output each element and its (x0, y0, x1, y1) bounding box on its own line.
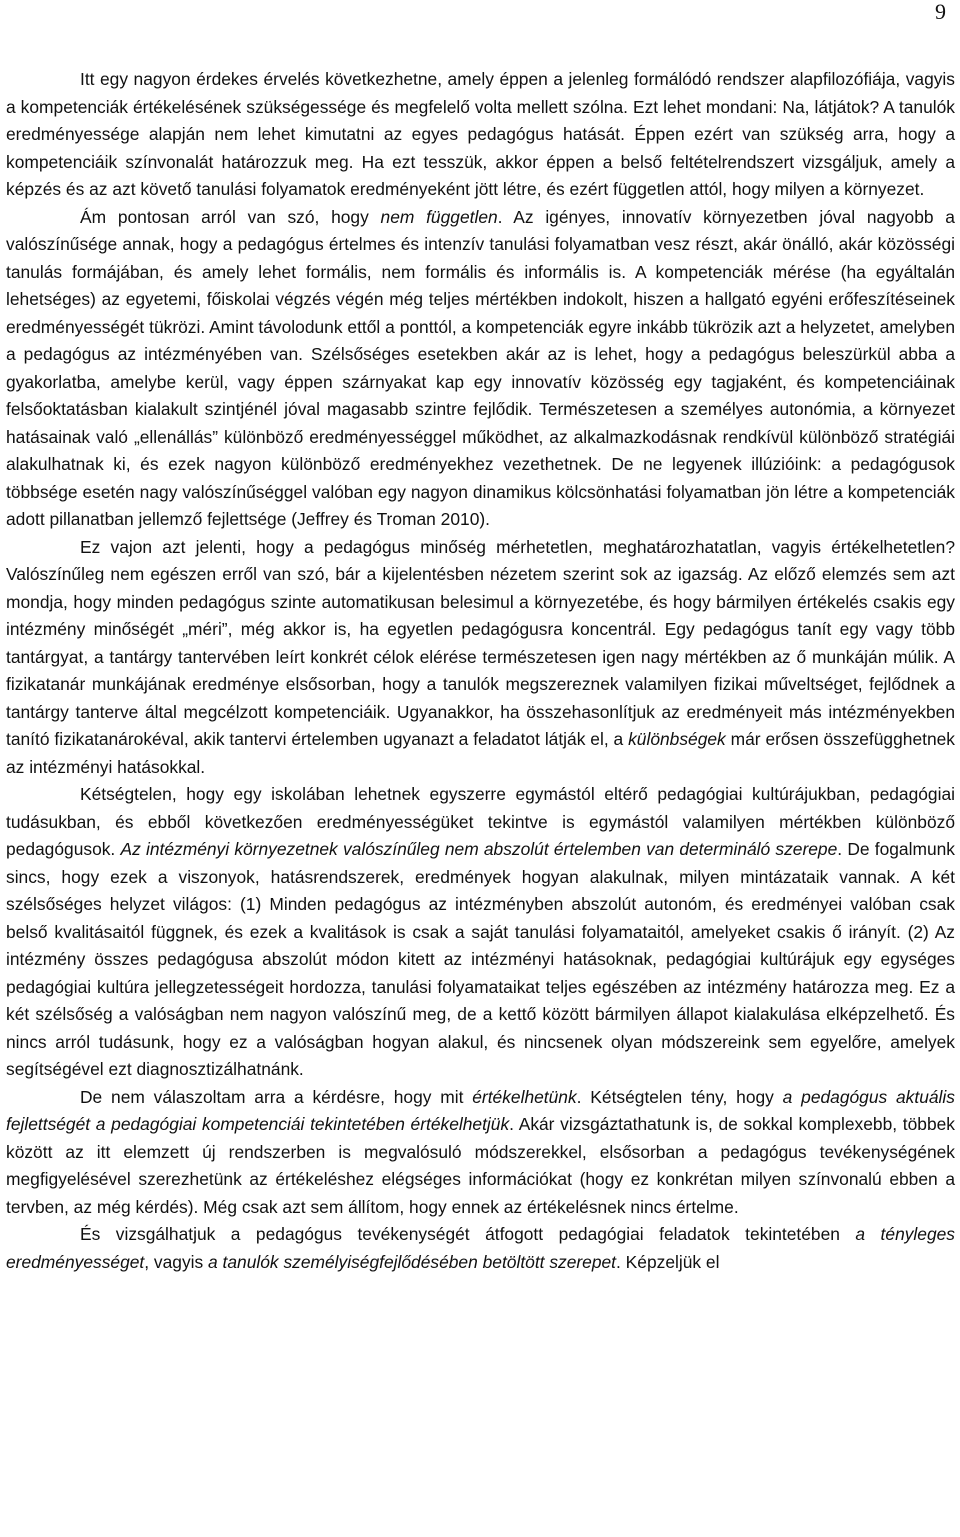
emphasis-text: különbségek (628, 729, 726, 749)
body-text (6, 66, 955, 1276)
paragraph (6, 204, 955, 534)
text-run: már erősen összefügghetnek az intézményi hatásokkal. (6, 729, 955, 777)
emphasis-text: a pedagógus aktuális fejlettségét a pedagógiai kompetenciái tekintetében értékelhetjük (6, 1086, 955, 1134)
text-run: . Képzeljük el (616, 1251, 720, 1272)
text-run: De nem válaszoltam arra a kérdésre, hogy mit (80, 1086, 473, 1107)
text-run: Ám pontosan arról van szó, hogy (80, 206, 381, 227)
text-run: . Akár vizsgáztathatunk is, de sokkal komplexebb, többek között az itt elemzett új rendszerben is megvalósuló módszerekkel, elsősorban a pedagógus tevékenységének megfigyelésével szerezhetünk az értékeléshez elégséges információkat (hogy ez konkrétan milyen színvonalú ebben a tervben, az még kérdés). Még csak azt sem állítom, hogy ennek az értékelésnek nincs értelme. (6, 1114, 955, 1217)
paragraph (6, 1221, 955, 1276)
emphasis-text: a tanulók személyiségfejlődésében betöltött szerepet (208, 1251, 617, 1272)
text-run: Ez vajon azt jelenti, hogy a pedagógus minőség mérhetetlen, meghatározhatatlan, vagyis értékelhetetlen? Valószínűleg nem egészen erről van szó, bár a kijelentésben nézetem szerint sok az igazság. Az előző elemzés sem azt mondja, hogy minden pedagógus szinte automatikusan belesimul a környezetébe, és hogy bármilyen értékelés csakis egy intézmény minőségét „méri”, még akkor is, ha egyetlen pedagógusra koncentrál. Egy pedagógus tanít egy vagy több tantárgyat, a tantárgy tantervében leírt konkrét célok elérése természetesen igen nagy mértékben az ő munkáján múlik. A fizikatanár munkájának eredménye elsősorban, hogy a tanulók megszereznek valamilyen fizikai műveltséget, fejlődnek a tantárgy tanterve által megcélzott kompetenciáik. Ugyanakkor, ha összehasonlítjuk az eredményeit más intézményekben tanító fizikatanárokéval, akik tantervi értelemben ugyanazt a feladatot látják el, a (6, 536, 955, 749)
text-run: És vizsgálhatjuk a pedagógus tevékenységét átfogott pedagógiai feladatok tekintetében (80, 1224, 856, 1244)
emphasis-text: a tényleges eredményességet (6, 1224, 956, 1272)
text-run: . De fogalmunk sincs, hogy ezek a viszonyok, hatásrendszerek, eredmények hogyan alakulnak, milyen mintázataik vannak. A két szélsőséges helyzet világos: (1) Minden pedagógus az intézményben abszolút autonóm, és eredményei valóban csak belső kvalitásaitól függnek, és ezek a kvalitások is csak a saját tanulási folyamataitól, amelyeket csakis ő irányít. (2) Az intézmény összes pedagógusa abszolút módon kitett az intézményi hatásoknak, pedagógiai kultúrájuk egy egységes pedagógiai kultúra jellegzetességeit hordozza, tanulási folyamataikat teljes egészében az intézmény határozza meg. Ez a két szélsőség a valóságban nem nagyon valószínű meg, de a kettő között bármilyen állapot kialakulása elképzelhető. És nincs arról tudásunk, hogy ez a valóságban hogyan alakul, és nincsenek olyan módszereink sem egyelőre, amelyek segítségével ezt diagnosztizálhatnánk. (6, 839, 955, 1079)
text-run: . Kétségtelen tény, hogy (576, 1086, 783, 1107)
paragraph (6, 1084, 955, 1222)
paragraph (6, 66, 955, 204)
text-run: Itt egy nagyon érdekes érvelés következhetne, amely éppen a jelenleg formálódó rendszer alapfilozófiája, vagyis a kompetenciák értékelésének szükségessége és megfelelő volta mellett szólna. Ezt lehet mondani: Na, látjátok? A tanulók eredményessége alapján nem lehet kimutatni az egyes pedagógus hatását. Éppen ezért van szükség arra, hogy a kompetenciáik színvonalát határozzuk meg. Ha ezt tesszük, akkor éppen a belső feltételrendszert vizsgáljuk, amely a képzés és az azt követő tanulási folyamatok eredményeként jött létre, és ezért független attól, hogy milyen a környezet. (6, 69, 955, 199)
paragraph (6, 534, 955, 782)
paragraph (6, 781, 955, 1084)
emphasis-text: értékelhetünk (472, 1086, 577, 1107)
text-run: Kétségtelen, hogy egy iskolában lehetnek egyszerre egymástól eltérő pedagógiai kultúrájukban, pedagógiai tudásukban, és ebből következően eredményességüket tekintve is egymástól valamilyen mértékben különböző pedagógusok. (6, 784, 955, 859)
page-number: 9 (935, 0, 946, 24)
emphasis-text: nem független (380, 206, 498, 227)
text-run: . Az igényes, innovatív környezetben jóval nagyobb a valószínűsége annak, hogy a pedagógus értelmes és intenzív tanulási folyamatban vesz részt, akár önálló, akár közösségi tanulás formájában, és amely lehet formális, nem formális és informális is. A kompetenciák mérése (ha egyáltalán lehetséges) az egyetemi, főiskolai végzés végén még teljes mértékben indokolt, hiszen a hallgató egyéni erőfeszítéseinek eredményességét tükrözi. Amint távolodunk ettől a ponttól, a kompetenciák egyre inkább tükrözik azt a helyzetet, amelyben a pedagógus az intézményében van. Szélsőséges esetekben akár az is lehet, hogy a pedagógus beleszürkül abba a gyakorlatba, amelybe kerül, vagy éppen szárnyakat kap egy innovatív közösség egy tagjaként, és kompetenciáinak felsőoktatásban kialakult szintjénél jóval magasabb szintre fejlődik. Természetesen a személyes autonómia, a környezet hatásainak való „ellenállás” különböző eredményességgel működhet, az alkalmazkodásnak rendkívül különböző stratégiái alakulhatnak ki, és ezek nagyon különböző eredményekhez vezethetnek. De ne legyenek illúzióink: a pedagógusok többsége esetén nagy valószínűséggel valóban egy nagyon dinamikus kölcsönhatási folyamatban jön létre a kompetenciák adott pillanatban jellemző fejlettsége (Jeffrey és Troman 2010). (6, 206, 955, 529)
text-run: , vagyis (144, 1251, 209, 1272)
emphasis-text: Az intézményi környezetnek valószínűleg nem abszolút értelemben van determináló szerepe (120, 839, 838, 859)
